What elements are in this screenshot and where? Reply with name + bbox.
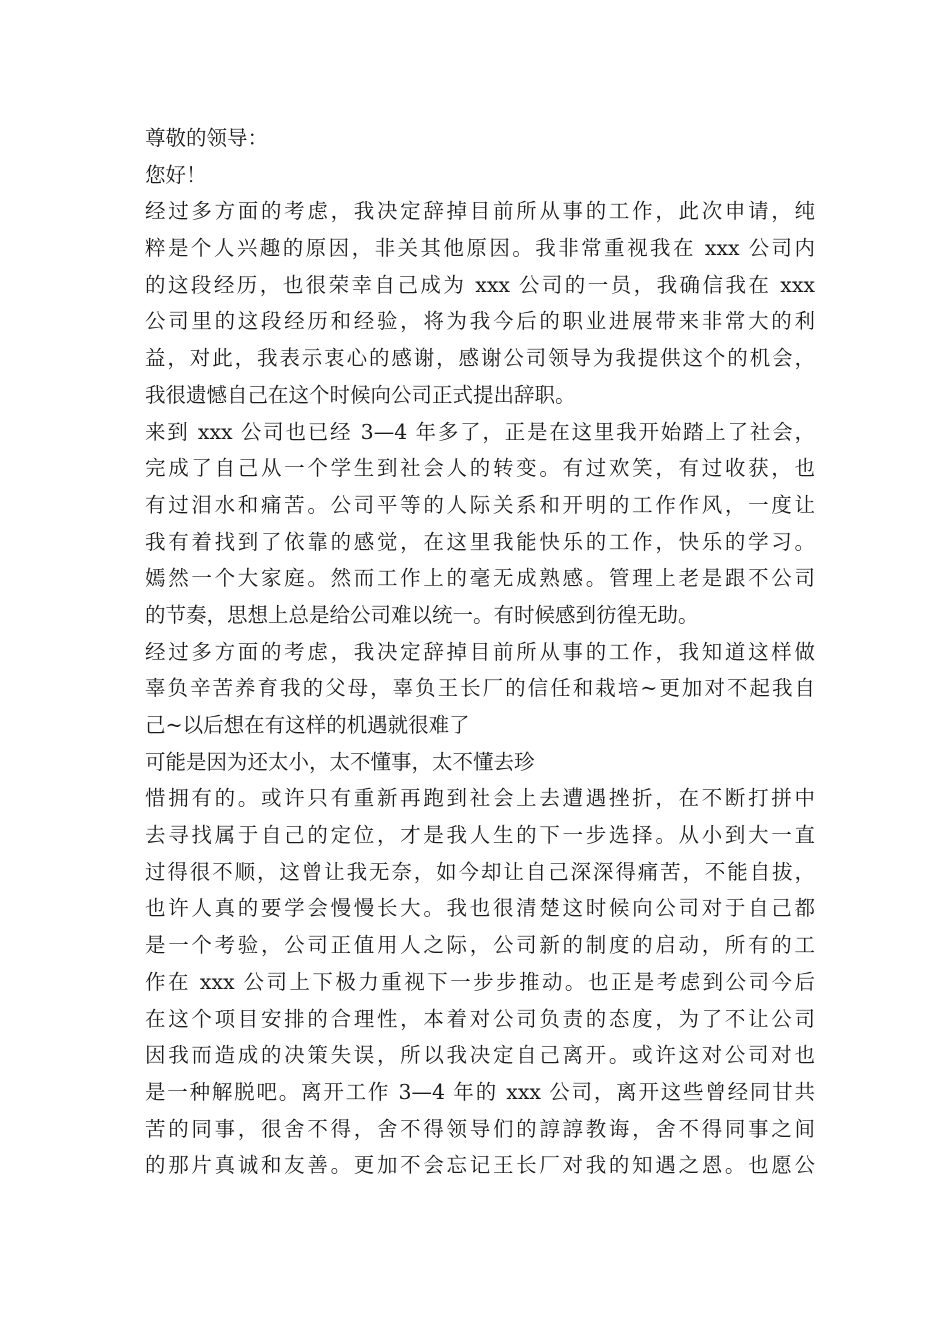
letter-line: 因我而造成的决策失误，所以我决定自己离开。或许这对公司对也 bbox=[145, 1043, 815, 1068]
letter-line: 的节奏，思想上总是给公司难以统一。有时候感到彷徨无助。 bbox=[145, 602, 699, 627]
letter-line: 在这个项目安排的合理性，本着对公司负责的态度，为了不让公司 bbox=[145, 1006, 815, 1031]
letter-line: 可能是因为还太小，太不懂事，太不懂去珍 bbox=[145, 749, 535, 774]
letter-body bbox=[145, 120, 815, 1184]
letter-line: 完成了自己从一个学生到社会人的转变。有过欢笑，有过收获，也 bbox=[145, 456, 815, 481]
letter-line: 辜负辛苦养育我的父母，辜负王长厂的信任和栽培~更加对不起我自 bbox=[145, 676, 815, 701]
letter-paragraphs bbox=[145, 193, 815, 1184]
letter-line: 公司里的这段经历和经验，将为我今后的职业进展带来非常大的利 bbox=[145, 309, 815, 334]
letter-line: 是一种解脱吧。离开工作 3—4 年的 xxx 公司，离开这些曾经同甘共 bbox=[145, 1079, 815, 1104]
letter-line: 过得很不顺，这曾让我无奈，如今却让自己深深得痛苦，不能自拔， bbox=[145, 859, 815, 884]
letter-line: 是一个考验，公司正值用人之际，公司新的制度的启动，所有的工 bbox=[145, 933, 815, 958]
letter-line: 经过多方面的考虑，我决定辞掉目前所从事的工作，此次申请，纯 bbox=[145, 199, 815, 224]
letter-line: 嫣然一个大家庭。然而工作上的毫无成熟感。管理上老是跟不公司 bbox=[145, 566, 815, 591]
letter-line: 惜拥有的。或许只有重新再跑到社会上去遭遇挫折，在不断打拼中 bbox=[145, 786, 815, 811]
letter-line: 苦的同事，很舍不得，舍不得领导们的諄諄教诲，舍不得同事之间 bbox=[145, 1116, 815, 1141]
letter-line: 经过多方面的考虑，我决定辞掉目前所从事的工作，我知道这样做 bbox=[145, 639, 815, 664]
letter-line: 粹是个人兴趣的原因，非关其他原因。我非常重视我在 xxx 公司内 bbox=[145, 236, 815, 261]
letter-line: 己~以后想在有这样的机遇就很难了 bbox=[145, 713, 470, 737]
letter-line: 的那片真诚和友善。更加不会忘记王长厂对我的知遇之恩。也愿公 bbox=[145, 1153, 815, 1178]
letter-line: 来到 xxx 公司也已经 3—4 年多了，正是在这里我开始踏上了社会， bbox=[145, 419, 815, 444]
letter-line: 的这段经历，也很荣幸自己成为 xxx 公司的一员，我确信我在 xxx bbox=[145, 272, 815, 297]
letter-line: 我有着找到了依靠的感觉，在这里我能快乐的工作，快乐的学习。 bbox=[145, 529, 815, 554]
letter-line: 有过泪水和痛苦。公司平等的人际关系和开明的工作作风，一度让 bbox=[145, 492, 815, 517]
letter-line: 我很遗憾自己在这个时候向公司正式提出辞职。 bbox=[145, 382, 576, 407]
letter-greeting: 尊敬的领导： bbox=[145, 126, 268, 150]
letter-line: 也许人真的要学会慢慢长大。我也很清楚这时候向公司对于自己都 bbox=[145, 896, 815, 921]
letter-line: 去寻找属于自己的定位，才是我人生的下一步选择。从小到大一直 bbox=[145, 823, 815, 848]
letter-hello: 您好！ bbox=[145, 162, 207, 187]
letter-line: 作在 xxx 公司上下极力重视下一步步推动。也正是考虑到公司今后 bbox=[145, 969, 815, 994]
letter-line: 益，对此，我表示衷心的感谢，感谢公司领导为我提供这个的机会， bbox=[145, 346, 815, 371]
